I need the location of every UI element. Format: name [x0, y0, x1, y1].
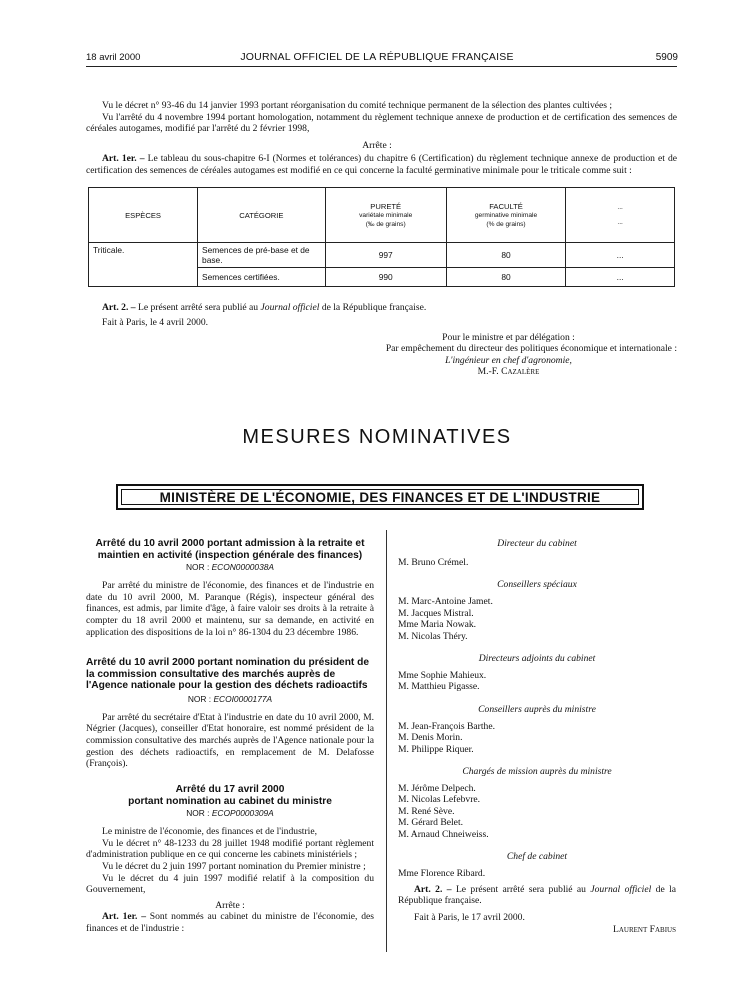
cell-dots: ... [566, 268, 675, 287]
decree-3-art1-text: Sont nommés au cabinet du ministre de l'économie, des finances et de l'industrie : [86, 911, 374, 934]
role-heading: Conseillers spéciaux [497, 579, 577, 591]
col-faculte-sub1: germinative minimale [474, 211, 538, 219]
journal-title: JOURNAL OFFICIEL DE LA RÉPUBLIQUE FRANÇAISE [240, 51, 514, 63]
col-categorie: CATÉGORIE [198, 188, 326, 243]
role-heading: Chef de cabinet [506, 851, 568, 863]
list-item: M. Gérard Belet. [398, 817, 464, 829]
role-heading: Directeur du cabinet [497, 538, 577, 549]
names-list [398, 783, 676, 840]
article-1 [86, 153, 677, 176]
signature-line-4: M.-F. Cazalère [477, 366, 540, 378]
decree-3-art1-label: Art. 1er. – [102, 911, 146, 923]
table-header-row [89, 188, 675, 243]
list-item: M. Jacques Mistral. [398, 607, 474, 619]
signature-name: Laurent Fabius [613, 924, 676, 936]
signature-block [300, 332, 677, 378]
names-list [398, 670, 676, 693]
germination-table [88, 187, 675, 287]
list-item: M. Nicolas Lefebvre. [398, 794, 481, 806]
col-dots [566, 188, 675, 243]
role-heading: Directeurs adjoints du cabinet [478, 653, 596, 665]
list-item: Mme Sophie Mahieux. [398, 670, 487, 682]
cabinet-list [398, 538, 676, 936]
page-date: 18 avril 2000 [86, 52, 141, 63]
journal-officiel-ref: Journal officiel [260, 302, 320, 313]
preamble-visa-2: Vu l'arrêté du 4 novembre 1994 portant homologation, notamment du règlement technique annexe de production et de certification des semences de céréales autogames, modifié par l'arrêté du 2 février 1998, [86, 111, 677, 135]
col-purete [325, 188, 446, 243]
preamble-visa-1: Vu le décret n° 93-46 du 14 janvier 1993 portant réorganisation du comité technique permanent de la sélection des plantes cultivées ; [102, 100, 613, 111]
col-dots-2: ... [617, 219, 623, 226]
cell-faculte: 80 [446, 243, 565, 268]
cell-dots: ... [566, 243, 675, 268]
list-item: M. Jean-François Barthe. [398, 720, 495, 732]
list-item: M. Jérôme Delpech. [398, 783, 476, 795]
cell-purete: 997 [325, 243, 446, 268]
article-2-text-a: Le présent arrêté sera publié au [137, 302, 259, 313]
page-number: 5909 [655, 52, 678, 63]
list-item: M. Marc-Antoine Jamet. [398, 596, 493, 608]
col-purete-sub1: variétale minimale [359, 211, 413, 219]
list-item: M. Philippe Riquer. [398, 743, 474, 755]
cell-categorie: Semences certifiées. [198, 268, 326, 287]
ministry-banner [116, 484, 644, 510]
role-heading: Chargés de mission auprès du ministre [462, 766, 612, 778]
article-2 [86, 302, 677, 314]
article-1-text: Le tableau du sous-chapitre 6-I (Normes et tolérances) du chapitre 6 (Certification) du règlement technique annexe de production et de certification des semences de céréales autogames est modifié en ce qui concerne la faculté germinative minimale pour le triticale comme suit : [86, 153, 677, 176]
decree-1-title: Arrêté du 10 avril 2000 portant admission à la retraite et maintien en activité (inspection générale des finances) [95, 538, 365, 561]
decree-3 [86, 784, 374, 935]
nor-code: ECON0000038A [211, 562, 274, 573]
col-faculte-sub2: (% de grains) [486, 220, 526, 228]
col-faculte [446, 188, 565, 243]
nor-label: NOR : [186, 808, 210, 819]
journal-officiel-ref: Journal officiel [590, 883, 652, 895]
nor-label: NOR : [186, 562, 210, 573]
names-list [398, 596, 676, 642]
decree-1-nor [86, 562, 374, 572]
nor-code: ECOP0000309A [211, 808, 274, 819]
decree-2-nor [86, 694, 374, 704]
list-item: M. Bruno Crémel. [398, 557, 469, 568]
names-list [398, 557, 676, 568]
decree-3-title-2: portant nomination au cabinet du ministre [128, 795, 332, 807]
signature-line-1: Pour le ministre et par délégation : [442, 332, 575, 343]
decree-3-title-1: Arrêté du 17 avril 2000 [175, 784, 285, 795]
nor-label: NOR : [187, 693, 212, 704]
article-2-text-b: de la République française. [321, 302, 427, 313]
article-2-label: Art. 2. – [414, 883, 452, 895]
fait-a-paris: Fait à Paris, le 4 avril 2000. [102, 317, 209, 328]
signature-line-2: Par empêchement du directeur des politiques économique et internationale : [385, 343, 677, 355]
list-item: M. Nicolas Théry. [398, 630, 468, 642]
list-item: Mme Florence Ribard. [398, 868, 486, 880]
names-list [398, 721, 676, 755]
col-faculte-title: FACULTÉ [489, 201, 523, 211]
arrete-heading: Arrête : [362, 140, 392, 151]
cell-purete: 990 [325, 268, 446, 287]
role-heading: Conseillers auprès du ministre [478, 703, 596, 715]
section-title: MESURES NOMINATIVES [242, 426, 512, 448]
article-2-text-a: Le présent arrêté sera publié au [455, 883, 586, 895]
decree-3-nor [86, 808, 374, 818]
decree-2 [86, 657, 374, 770]
decree-3-article-2 [398, 884, 676, 907]
ministry-name: MINISTÈRE DE L'ÉCONOMIE, DES FINANCES ET DE L'INDUSTRIE [121, 489, 639, 505]
list-item: M. René Sève. [398, 805, 455, 817]
article-1-label: Art. 1er. – [102, 153, 145, 164]
decree-3-arrete: Arrête : [215, 899, 245, 911]
fait-a-paris: Fait à Paris, le 17 avril 2000. [414, 911, 525, 923]
decree-1-body: Par arrêté du ministre de l'économie, des finances et de l'industrie en date du 10 avril 2000, M. Paranque (Régis), inspecteur général des finances, est admis, par limite d'âge, à faire valoir ses droits à la retraite à compter du 18 avril 2000 et maintenu, sur sa demande, en activité en application des dispositions de la loi n° 86-1304 du 23 décembre 1986. [86, 580, 374, 638]
cell-espece: Triticale. [89, 243, 198, 287]
cell-faculte: 80 [446, 268, 565, 287]
list-item: Mme Maria Nowak. [398, 619, 477, 631]
col-dots-1: ... [617, 204, 623, 211]
nor-code: ECOI0000177A [213, 693, 273, 704]
preamble [86, 100, 677, 135]
header-rule [86, 66, 677, 67]
list-item: M. Matthieu Pigasse. [398, 681, 480, 693]
decree-3-p4: Vu le décret du 4 juin 1997 modifié relatif à la composition du Gouvernement, [86, 872, 374, 896]
decree-2-title: Arrêté du 10 avril 2000 portant nomination du président de la commission consultative des marchés auprès de l'Agence nationale pour la gestion des déchets radioactifs [86, 657, 370, 692]
article-2-text-b: de la République française. [398, 883, 677, 907]
col-especes: ESPÈCES [89, 188, 198, 243]
decree-3-p2: Vu le décret n° 48-1233 du 28 juillet 1948 modifié portant règlement d'administration publique en ce qui concerne les cabinets ministériels ; [86, 837, 374, 861]
list-item: M. Denis Morin. [398, 732, 463, 744]
decree-3-art1 [86, 911, 374, 934]
decree-2-body: Par arrêté du secrétaire d'Etat à l'industrie en date du 10 avril 2000, M. Négrier (Jacques), conseiller d'Etat honoraire, est nommé président de la commission consultative des marchés auprès de l'Agence nationale pour la gestion des déchets radioactifs, en remplacement de M. Delafosse (François). [86, 711, 374, 770]
signature-line-3: L'ingénieur en chef d'agronomie, [445, 354, 572, 366]
list-item: M. Arnaud Chneiweiss. [398, 828, 489, 840]
cell-categorie: Semences de pré-base et de base. [198, 243, 326, 268]
col-purete-title: PURETÉ [370, 201, 402, 211]
column-divider [386, 530, 387, 952]
names-list [398, 868, 676, 879]
decree-3-p1: Le ministre de l'économie, des finances et de l'industrie, [102, 826, 317, 838]
decree-1 [86, 538, 374, 638]
article-2-label: Art. 2. – [102, 302, 136, 313]
table-row [89, 243, 675, 268]
col-purete-sub2: (‰ de grains) [365, 220, 406, 228]
decree-3-p3: Vu le décret du 2 juin 1997 portant nomination du Premier ministre ; [102, 860, 366, 872]
